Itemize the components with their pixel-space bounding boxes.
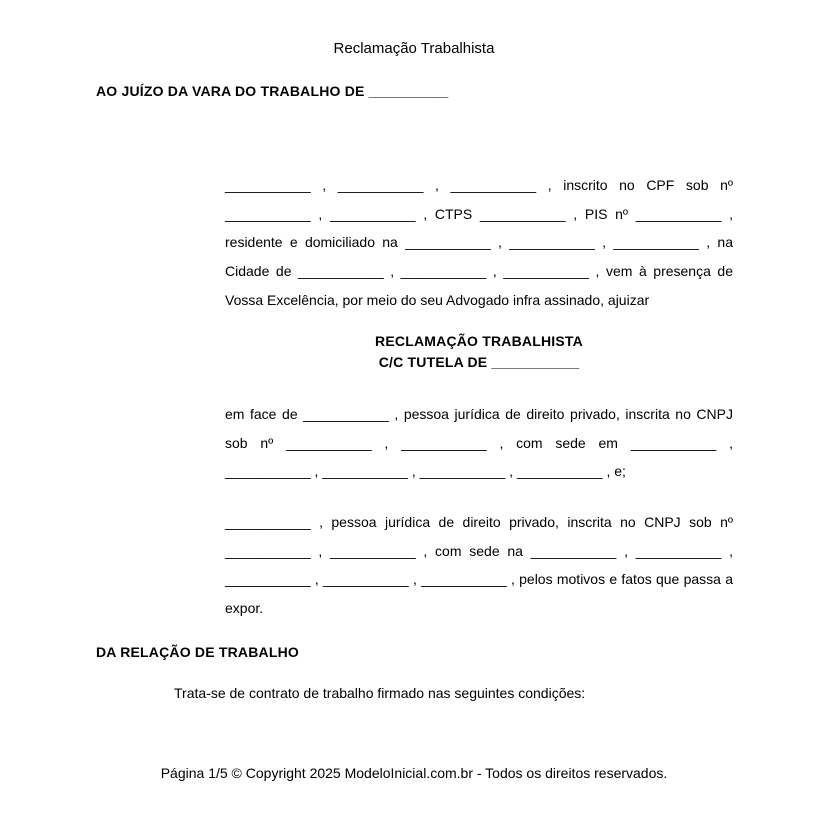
document-title: Reclamação Trabalhista [333,40,495,57]
defendant-1-paragraph: em face de ___________ , pessoa jurídica de direito privado, inscrita no CNPJ sob nº ___________ , ___________ , com sede em ___________ , ___________ , ___________ , ___________ , ___________ , e; [225,406,733,480]
claim-title-line1: RECLAMAÇÃO TRABALHISTA [375,333,583,349]
court-addressing-heading: AO JUÍZO DA VARA DO TRABALHO DE __________ [96,83,449,99]
defendant-2-paragraph: ___________ , pessoa jurídica de direito privado, inscrita no CNPJ sob nº ___________ , ___________ , com sede na ___________ , ___________ , ___________ , ___________ , ___________ , pelos motivos e fatos que passa a expor. [225,514,733,617]
claim-title-block [225,331,733,373]
claim-title-line2: C/C TUTELA DE ___________ [378,354,580,370]
section-heading-employment-relationship: DA RELAÇÃO DE TRABALHO [96,644,299,660]
page-footer-copyright: Página 1/5 © Copyright 2025 ModeloInicial.com.br - Todos os direitos reservados. [160,765,668,781]
section-intro-paragraph: Trata-se de contrato de trabalho firmado nas seguintes condições: [174,685,586,701]
claimant-qualification-paragraph: ___________ , ___________ , ___________ , inscrito no CPF sob nº ___________ , ___________ , CTPS ___________ , PIS nº ___________ , residente e domiciliado na ___________ , ___________ , ___________ , na Cidade de ___________ , ___________ , ___________ , vem à presença de Vossa Excelência, por meio do seu Advogado infra assinado, ajuizar [225,177,733,308]
